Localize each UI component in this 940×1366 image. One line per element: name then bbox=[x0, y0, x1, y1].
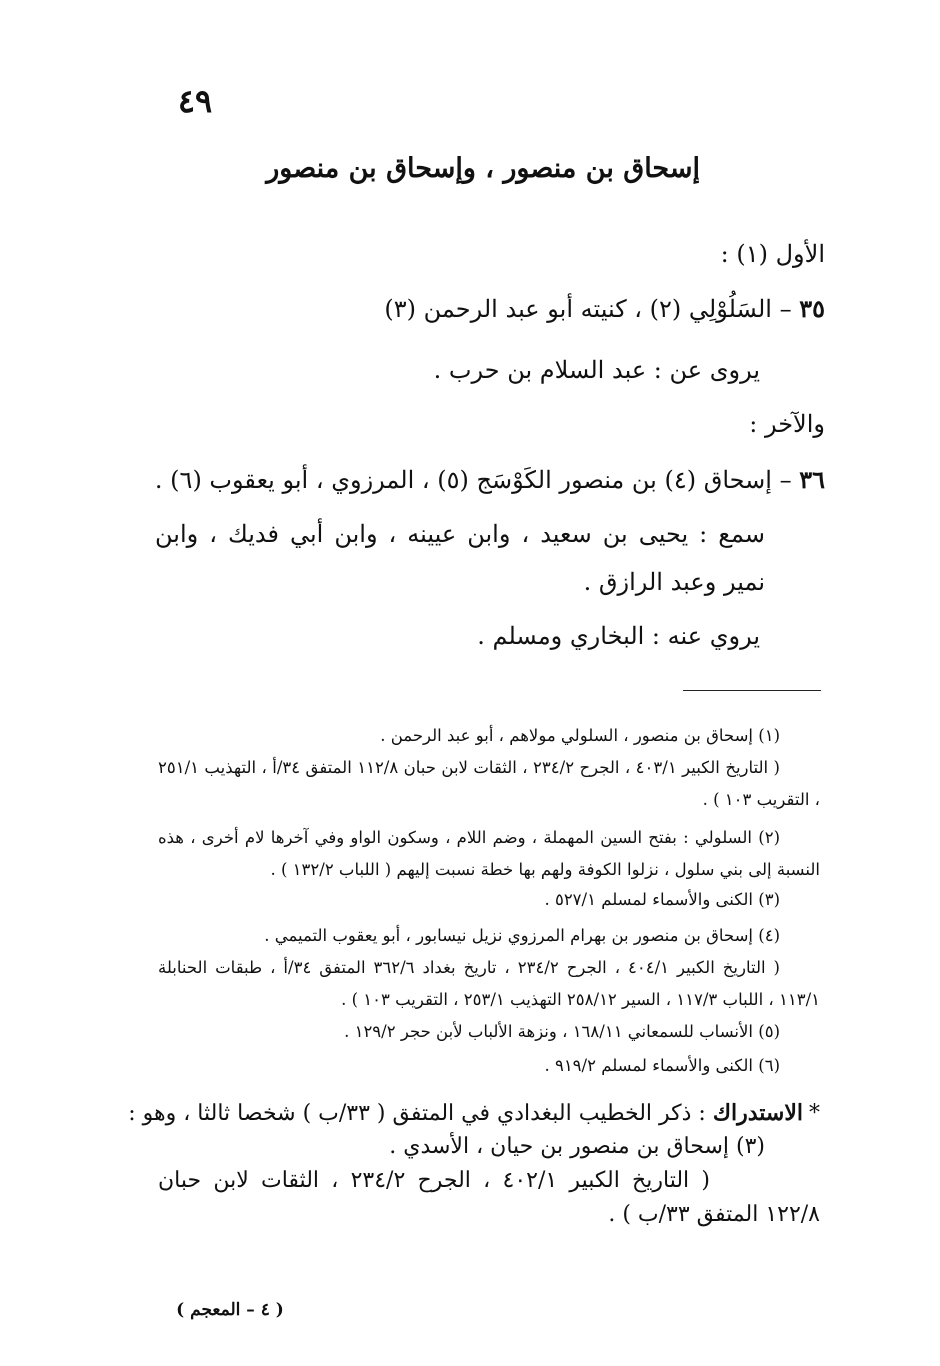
istidrak-label: الاستدراك bbox=[712, 1100, 803, 1126]
entry-36 bbox=[155, 464, 825, 496]
istidrak-item: (٣) إسحاق بن منصور بن حيان ، الأسدي . bbox=[389, 1134, 765, 1159]
second-heading: والآخر : bbox=[749, 410, 825, 438]
signature-mark: ( ٤ – المعجم ) bbox=[176, 1300, 284, 1320]
entry-35-narrates: يروى عن : عبد السلام بن حرب . bbox=[433, 356, 760, 384]
footnote-4: (٤) إسحاق بن منصور بن بهرام المرزوي نزيل نيسابور ، أبو يعقوب التميمي . bbox=[264, 926, 780, 945]
footnote-5: (٥) الأنساب للسمعاني ١٦٨/١١ ، ونزهة الألباب لأبن حجر ١٢٩/٢ . bbox=[344, 1022, 780, 1041]
entry-35-text: – السَلُوْلِي (٢) ، كنيته أبو عبد الرحمن (٣) bbox=[384, 295, 792, 323]
page-number: ٤٩ bbox=[177, 82, 213, 120]
istidrak-line bbox=[128, 1100, 820, 1126]
footnote-3: (٣) الكنى والأسماء لمسلم ٥٢٧/١ . bbox=[544, 890, 780, 909]
entry-number-36: ٣٦ bbox=[799, 465, 825, 494]
istidrak-text: : ذكر الخطيب البغدادي في المتفق ( ٣٣/ب ) شخصا ثالثا ، وهو : bbox=[128, 1101, 706, 1126]
entry-36-heard: سمع : يحيى بن سعيد ، وابن عيينه ، وابن أبي فديك ، وابن نمير وعبد الرازق . bbox=[155, 520, 766, 596]
footnote-1-refs: ( التاريخ الكبير ٤٠٣/١ ، الجرح ٢٣٤/٢ ، الثقات لابن حبان ١١٢/٨ المتفق ٣٤/أ ، التهذيب ٢٥١/١ ، التقريب ١٠٣ ) . bbox=[158, 758, 820, 809]
asterisk-icon: * bbox=[809, 1101, 820, 1126]
entry-number-35: ٣٥ bbox=[799, 294, 825, 323]
first-heading: الأول (١) : bbox=[720, 240, 825, 268]
footnote-1: (١) إسحاق بن منصور ، السلولي مولاهم ، أبو عبد الرحمن . bbox=[380, 726, 780, 745]
istidrak-refs: ( التاريخ الكبير ٤٠٢/١ ، الجرح ٢٣٤/٢ ، الثقات لابن حبان ١٢٢/٨ المتفق ٣٣/ب ) . bbox=[158, 1168, 820, 1227]
footnote-separator bbox=[683, 690, 821, 691]
entry-35 bbox=[384, 293, 825, 325]
footnote-2: (٢) السلولي : بفتح السين المهملة ، وضم اللام ، وسكون الواو وفي آخرها لام أخرى ، هذه النسبة إلى بني سلول ، نزلوا الكوفة ولهم بها خطة نسبت إليهم ( اللباب ١٣٢/٢ ) . bbox=[158, 828, 820, 879]
entry-36-narrated-by: يروي عنه : البخاري ومسلم . bbox=[477, 622, 760, 650]
footnote-4-refs: ( التاريخ الكبير ٤٠٤/١ ، الجرح ٢٣٤/٢ ، تاريخ بغداد ٣٦٢/٦ المتفق ٣٤/أ ، طبقات الحنابلة ١١٣/١ ، اللباب ١١٧/٣ ، السير ٢٥٨/١٢ التهذيب ٢٥٣/١ ، التقريب ١٠٣ ) . bbox=[158, 958, 820, 1009]
entry-36-text: – إسحاق (٤) بن منصور الكَوْسَج (٥) ، المرزوي ، أبو يعقوب (٦) . bbox=[154, 466, 792, 494]
footnote-6: (٦) الكنى والأسماء لمسلم ٩١٩/٢ . bbox=[544, 1056, 780, 1075]
page-title: إسحاق بن منصور ، وإسحاق بن منصور bbox=[266, 153, 700, 184]
